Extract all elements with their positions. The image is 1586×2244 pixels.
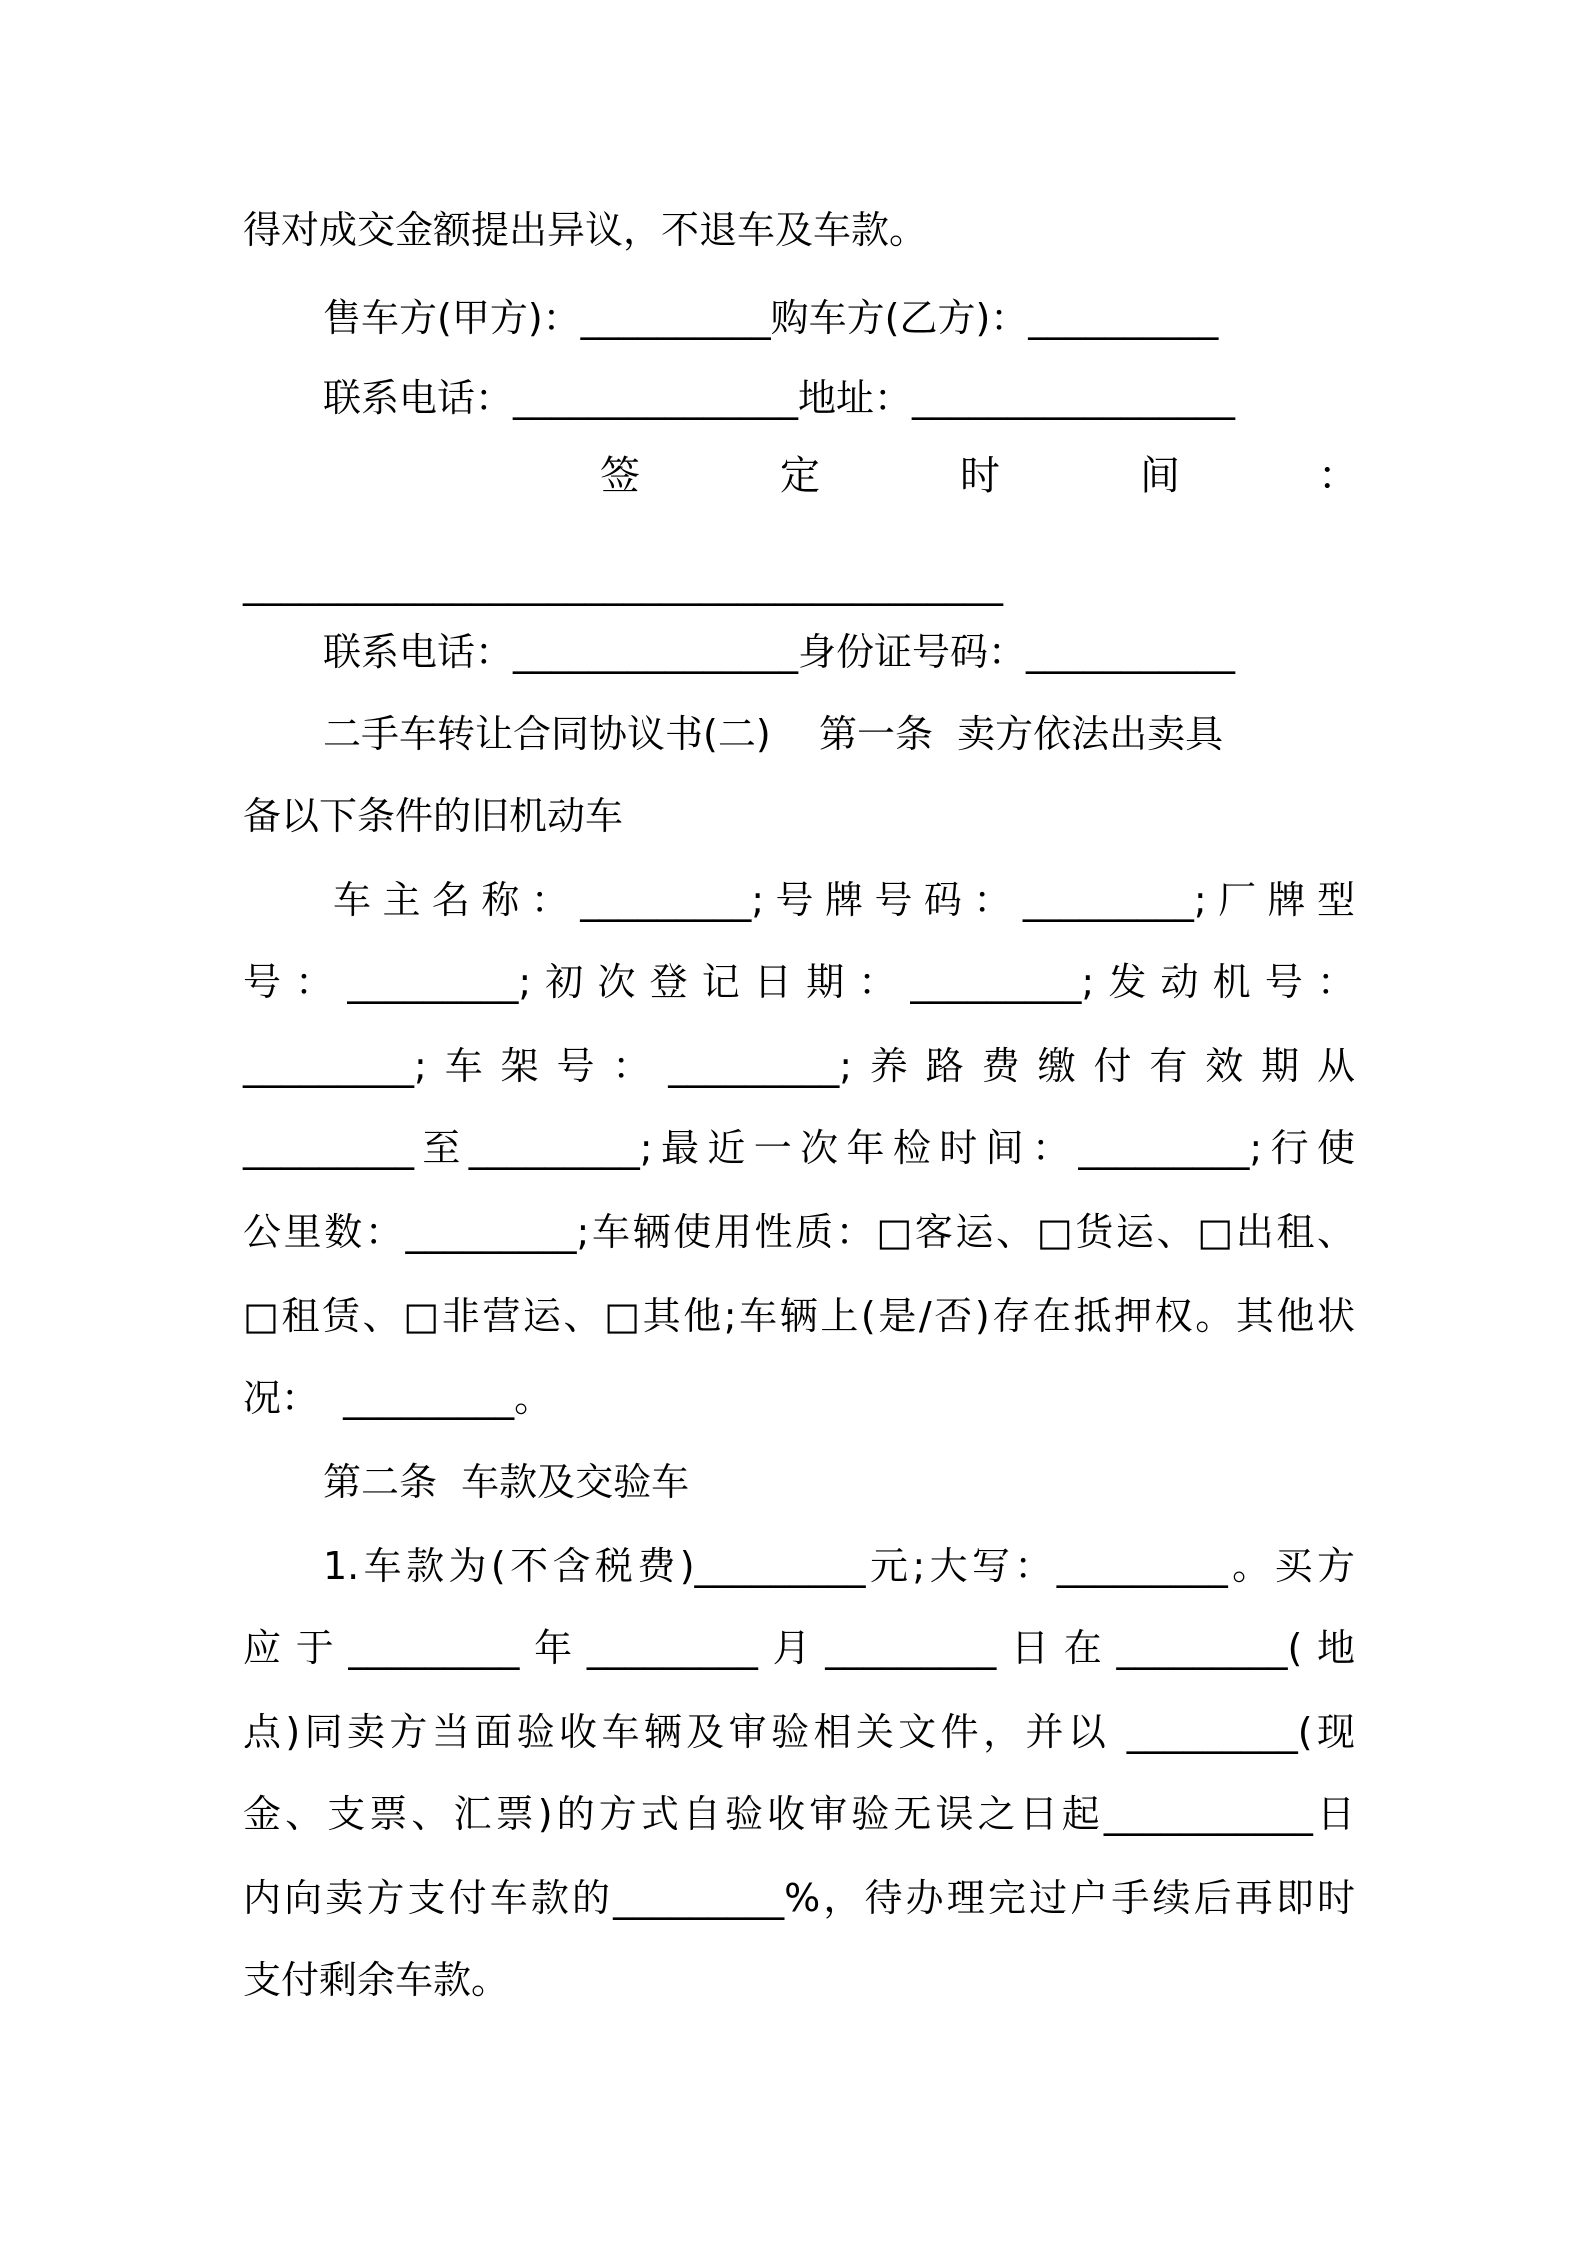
paragraph-line: 点)同卖方当面验收车辆及审验相关文件，并以 _________(现 <box>243 1710 1355 1754</box>
paragraph-line: _________;车架号：_________;养路费缴付有效期从 <box>243 1044 1355 1088</box>
section-heading: 第二条 车款及交验车 <box>323 1460 690 1504</box>
paragraph-line: 号：_________;初次登记日期：_________;发动机号： <box>243 960 1355 1004</box>
sign-time-colon: ： <box>1318 453 1358 499</box>
contract-title-line: 二手车转让合同协议书(二) 第一条 卖方依法出卖具 <box>323 712 1224 756</box>
paragraph-line: 支付剩余车款。 <box>243 1958 510 2002</box>
paragraph-line: 1.车款为(不含税费)_________元;大写：_________。买方 <box>323 1544 1355 1588</box>
sign-time-char: 时 <box>960 453 1000 499</box>
sign-time-char: 定 <box>780 453 820 499</box>
blank-line: ________________________________________ <box>243 562 1003 606</box>
paragraph-line: 金、支票、汇票)的方式自验收审验无误之日起___________日 <box>243 1792 1355 1836</box>
paragraph-line: 备以下条件的旧机动车 <box>243 794 624 838</box>
paragraph-line: 况： _________。 <box>243 1376 553 1420</box>
paragraph-line: 得对成交金额提出异议，不退车及车款。 <box>243 208 928 252</box>
sign-time-char: 签 <box>600 453 640 499</box>
paragraph-line: _________至_________;最近一次年检时间：_________;行使 <box>243 1126 1355 1170</box>
paragraph-line: 内向卖方支付车款的_________%，待办理完过户手续后再即时 <box>243 1876 1355 1920</box>
phone-address-line: 联系电话：_______________地址：_________________ <box>323 376 1236 420</box>
sign-time-char: 间 <box>1140 453 1180 499</box>
paragraph-line: 公里数：_________;车辆使用性质：□客运、□货运、□出租、 <box>243 1210 1355 1254</box>
seller-buyer-line: 售车方(甲方)：__________购车方(乙方)：__________ <box>323 296 1219 340</box>
paragraph-line: 车主名称：_________;号牌号码：_________;厂牌型 <box>333 878 1355 922</box>
phone-id-line: 联系电话：_______________身份证号码：___________ <box>323 630 1236 674</box>
paragraph-line: □租赁、□非营运、□其他;车辆上(是/否)存在抵押权。其他状 <box>243 1294 1355 1338</box>
paragraph-line: 应于_________年_________月_________日在_________(地 <box>243 1626 1355 1670</box>
